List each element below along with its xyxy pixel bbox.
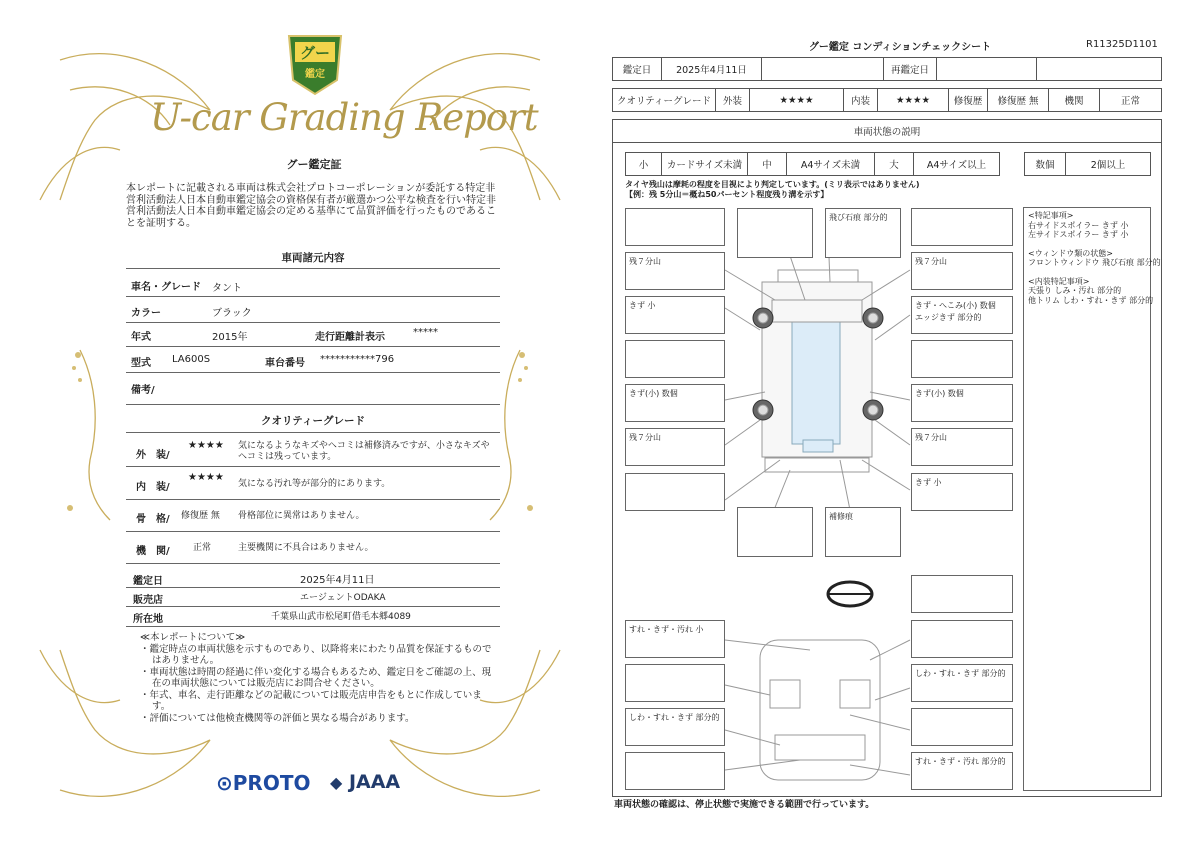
exterior-stars: ★★★★ [188,440,224,451]
box-i-rm: しわ・すれ・きず 部分的 [911,664,1013,702]
note-item: ・車両状態は時間の経過に伴い変化する場合もあるため、鑑定日をご確認の上、現在の車両状態については販売店にお問合せください。 [140,666,492,689]
chassis-label: 車台番号 [265,358,305,369]
address-value: 千葉県山武市松尾町借毛本郷4089 [271,612,411,622]
box-l-mid [625,340,725,378]
box-r-side: きず(小) 数個 [911,384,1013,422]
interior-label: 内装 [843,88,878,112]
condition-check-sheet [600,0,1200,848]
certificate-title: グー鑑定証 [286,158,342,171]
box-i-lf: すれ・きず・汚れ 小 [625,620,725,658]
box-l-rear [625,473,725,511]
date-label: 鑑定日 [612,57,662,81]
appraisal-date-value: 2025年4月11日 [300,575,375,586]
box-rf-tire: 残７分山 [911,252,1013,290]
exterior-comment: 気になるようなキズやヘコミは補修済みですが、小さなキズやヘコミは残っています。 [238,441,490,462]
box-front-roof: 飛び石痕 部分的 [825,208,901,258]
mileage-label: 走行距離計表示 [315,332,385,343]
footer-note: 車両状態の確認は、停止状態で実施できる範囲で行っています。 [614,800,875,810]
box-r-front: きず・へこみ(小) 数個 エッジきず 部分的 [911,296,1013,334]
color-label: カラー [131,308,161,319]
car-name-value: タント [212,283,242,294]
interior-stars: ★★★★ [188,472,224,483]
color-value: ブラック [212,308,252,319]
engine-comment: 主要機関に不具合はありません。 [238,543,374,553]
condition-title: 車両状態の説明 [612,119,1162,143]
model-label: 型式 [131,358,151,369]
box-i-lm [625,664,725,702]
special-notes: <特記事項> 右サイドスポイラー きず 小 左サイドスポイラー きず 小 <ウィンドウ類の状態> フロントウィンドウ 飛び石痕 部分的 <内装特記事項> 天張り しみ・汚れ 部分的 他トリム しわ・すれ・きず 部分的 [1028,211,1161,305]
shop-label: 販売店 [133,595,163,606]
box-i-rf [911,620,1013,658]
box-r-mid [911,340,1013,378]
redate-label: 再鑑定日 [883,57,937,81]
legend-medium-desc: A4サイズ未満 [786,152,875,176]
sheet-title: グー鑑定 コンディションチェックシート [808,42,992,53]
quality-label: クオリティーグレード [612,88,716,112]
date-value: 2025年4月11日 [661,57,762,81]
year-label: 年式 [131,332,151,343]
box-r-rear: きず 小 [911,473,1013,511]
goo-appraisal-badge [285,30,345,98]
mileage-value: ***** [413,327,438,338]
svg-text:鑑定: 鑑定 [305,69,325,80]
car-name-label: 車名・グレード [131,282,201,293]
report-notes [140,632,496,724]
sheet-code: R11325D1101 [1086,39,1158,50]
box-rr-tire: 残７分山 [911,428,1013,466]
box-l-front: きず 小 [625,296,725,334]
note-item: ・鑑定時点の車両状態を示すものであり、以降将来にわたり品質を保証するものではありません。 [140,643,492,666]
legend-large-desc: A4サイズ以上 [913,152,1000,176]
spec-section-title: 車両諸元内容 [281,252,345,264]
box-rf-front [911,208,1013,246]
box-lr-tire: 残７分山 [625,428,725,466]
report-title: U-car Grading Report [150,96,538,139]
year-value: 2015年 [212,332,248,343]
legend-large: 大 [874,152,914,176]
exterior-stars: ★★★★ [749,88,844,112]
repair-label: 修復歴 [948,88,988,112]
box-rear: 補修痕 [825,507,901,557]
engine-value: 正常 [193,543,212,553]
legend-small: 小 [625,152,662,176]
box-i-lr: しわ・すれ・きず 部分的 [625,708,725,746]
box-i-lb [625,752,725,790]
legend-medium: 中 [747,152,787,176]
legend-count: 数個 [1024,152,1066,176]
note-item: ・評価については他検査機関等の評価と異なる場合があります。 [140,712,415,724]
box-i-rmr [911,708,1013,746]
box-lf-tire: 残７分山 [625,252,725,290]
appraisal-date-label: 鑑定日 [133,576,163,587]
jaaa-logo: ◆ JAAA [330,771,401,793]
note-item: ・年式、車名、走行距離などの記載については販売店申告をもとに作成しています。 [140,689,482,712]
engine-label: 機 関/ [136,546,170,557]
remarks-label: 備考/ [131,385,155,396]
box-rear-left [737,507,813,557]
box-steering [911,575,1013,613]
interior-comment: 気になる汚れ等が部分的にあります。 [238,479,391,489]
engine-label: 機関 [1048,88,1100,112]
exterior-label: 外 装/ [136,450,170,461]
box-front-left [737,208,813,258]
box-l-side: きず(小) 数個 [625,384,725,422]
box-lf-front [625,208,725,246]
frame-value: 修復歴 無 [181,511,220,521]
frame-comment: 骨格部位に異常はありません。 [238,511,365,521]
legend-count-desc: 2個以上 [1065,152,1151,176]
model-value: LA600S [172,354,211,365]
box-i-rr: すれ・きず・汚れ 部分的 [911,752,1013,790]
chassis-value: ***********796 [320,354,395,365]
svg-text:グー: グー [299,44,331,62]
address-label: 所在地 [133,614,163,625]
notes-title: ≪本レポートについて≫ [140,632,246,643]
exterior-label: 外装 [715,88,750,112]
engine-value: 正常 [1099,88,1162,112]
tire-note: タイヤ残山は摩耗の程度を目視により判定しています。(ミリ表示ではありません) 【例：残 5分山＝概ね50パーセント程度残り溝を示す】 [625,180,920,199]
certificate-body: 本レポートに記載される車両は株式会社プロトコーポレーションが委託する特定非営利活動法人日本自動車鑑定協会の資格保有者が厳選かつ公平な検査を行い特定非営利活動法人日本自動車鑑定協会の定める基準にて品質評価を行ったものであることを証明する。 [126,183,496,229]
interior-stars: ★★★★ [877,88,949,112]
legend-small-desc: カードサイズ未満 [661,152,748,176]
shop-value: エージェントODAKA [300,593,386,603]
proto-logo: ⊙PROTO [216,771,311,795]
frame-label: 骨 格/ [136,514,170,525]
quality-section-title: クオリティーグレード [261,415,365,427]
interior-label: 内 装/ [136,482,170,493]
repair-value: 修復歴 無 [987,88,1049,112]
